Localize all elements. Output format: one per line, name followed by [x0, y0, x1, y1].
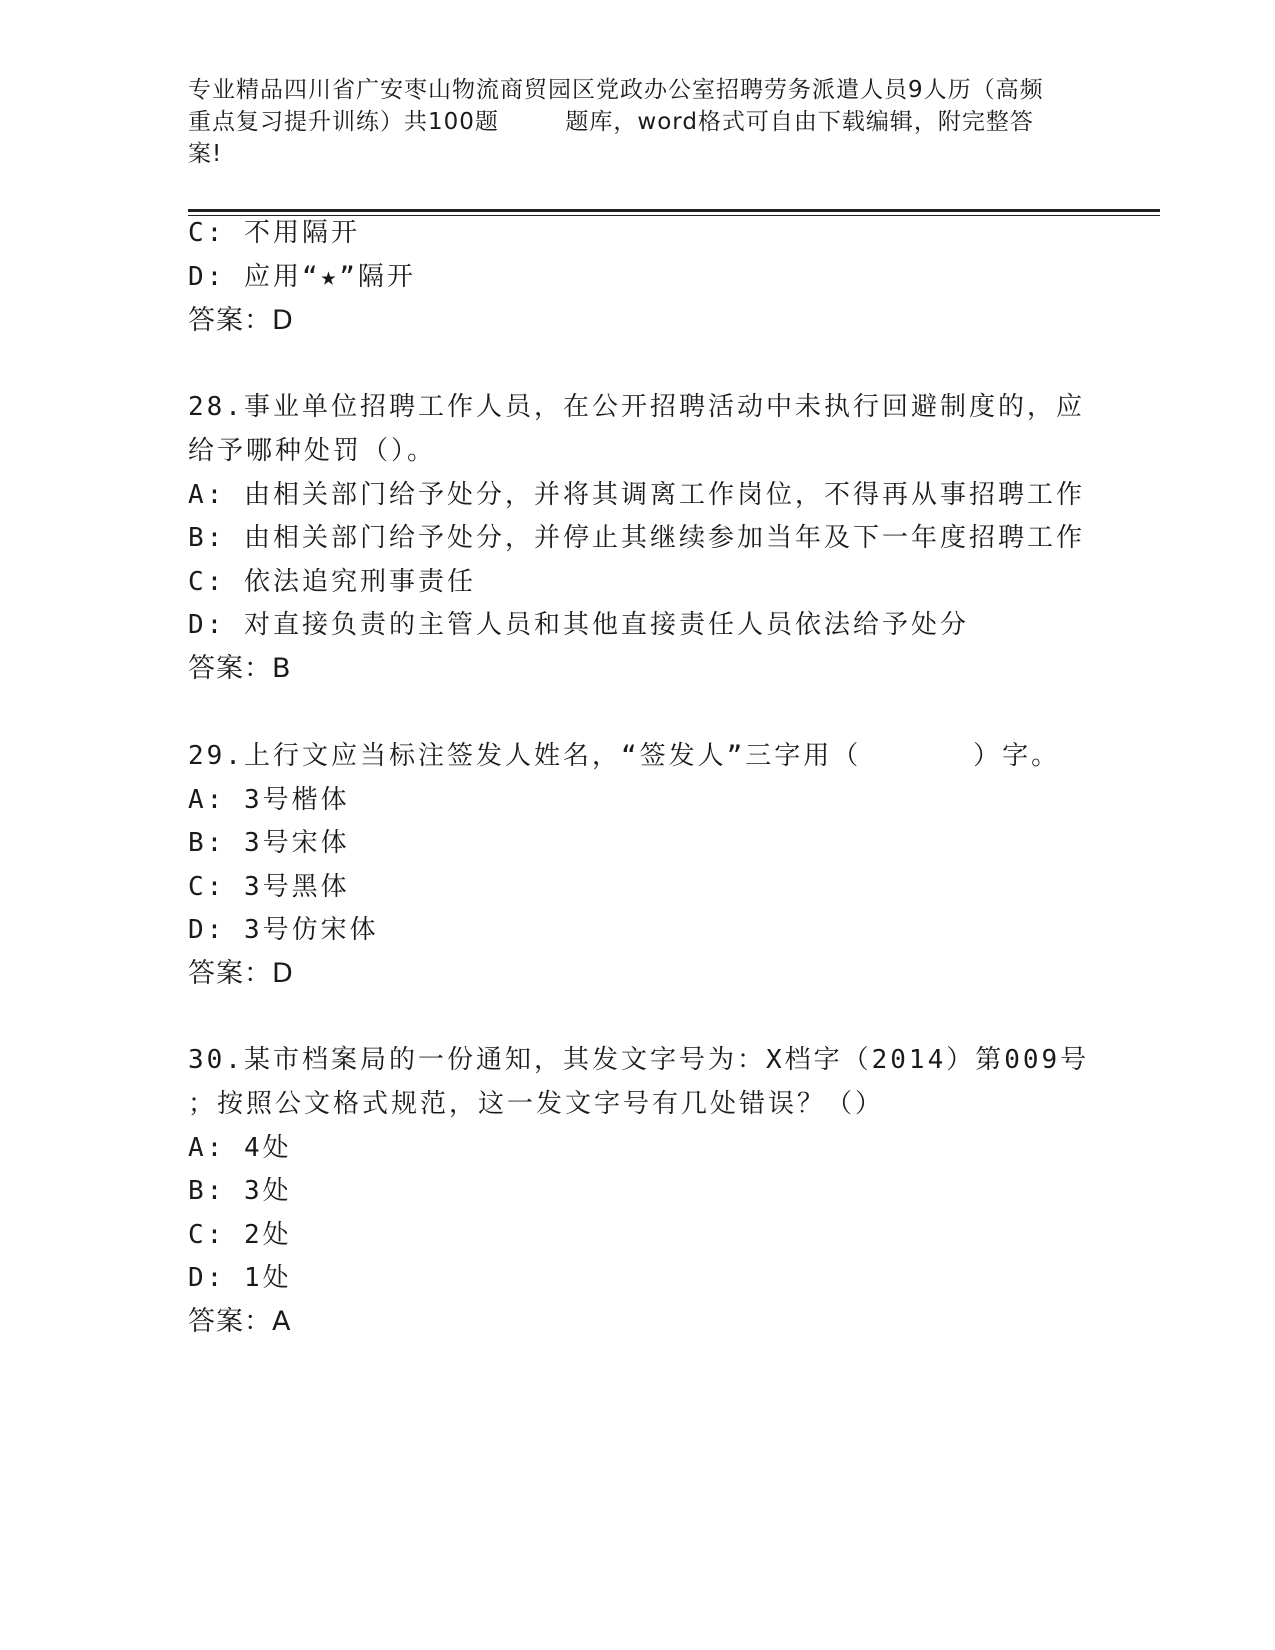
q28-option-b: B: 由相关部门给予处分，并停止其继续参加当年及下一年度招聘工作: [188, 523, 1085, 553]
q27-answer: 答案：D: [188, 305, 294, 336]
q29-option-b: B: 3号宋体: [188, 828, 350, 858]
header-title-line-3: 案!: [188, 141, 223, 167]
q30-option-b: B: 3处: [188, 1176, 292, 1206]
q29-option-a: A: 3号楷体: [188, 785, 350, 815]
q27-option-c: C: 不用隔开: [188, 218, 360, 248]
header-title-line-1: 专业精品四川省广安枣山物流商贸园区党政办公室招聘劳务派遣人员9人历（高频: [188, 77, 1044, 103]
q30-option-d: D: 1处: [188, 1263, 292, 1293]
q29-option-c: C: 3号黑体: [188, 872, 350, 902]
q30-option-a: A: 4处: [188, 1133, 292, 1163]
q29-answer: 答案：D: [188, 958, 294, 989]
q30-question-line-1: 30.某市档案局的一份通知，其发文字号为：X档字（2014）第009号: [188, 1045, 1090, 1075]
header-divider-thick: [188, 209, 1160, 212]
q28-question-line-2: 给予哪种处罚（）。: [188, 436, 437, 466]
q28-question-line-1: 28.事业单位招聘工作人员，在公开招聘活动中未执行回避制度的，应: [188, 392, 1085, 422]
q28-answer: 答案：B: [188, 653, 292, 684]
q28-option-c: C: 依法追究刑事责任: [188, 567, 476, 597]
q29-option-d: D: 3号仿宋体: [188, 915, 379, 945]
q30-answer: 答案：A: [188, 1306, 292, 1337]
q30-option-c: C: 2处: [188, 1220, 292, 1250]
header-title-line-2: 重点复习提升训练）共100题 题库，word格式可自由下载编辑，附完整答: [188, 109, 1034, 135]
document-header: [188, 74, 1088, 170]
header-divider-thin: [188, 215, 1160, 216]
q29-question: 29.上行文应当标注签发人姓名，“签发人”三字用（ ）字。: [188, 741, 1061, 771]
q27-option-d: D: 应用“★”隔开: [188, 262, 416, 292]
q28-option-a: A: 由相关部门给予处分，并将其调离工作岗位，不得再从事招聘工作: [188, 480, 1085, 510]
q30-question-line-2: ；按照公文格式规范，这一发文字号有几处错误？（）: [188, 1089, 885, 1119]
q28-option-d: D: 对直接负责的主管人员和其他直接责任人员依法给予处分: [188, 610, 969, 640]
